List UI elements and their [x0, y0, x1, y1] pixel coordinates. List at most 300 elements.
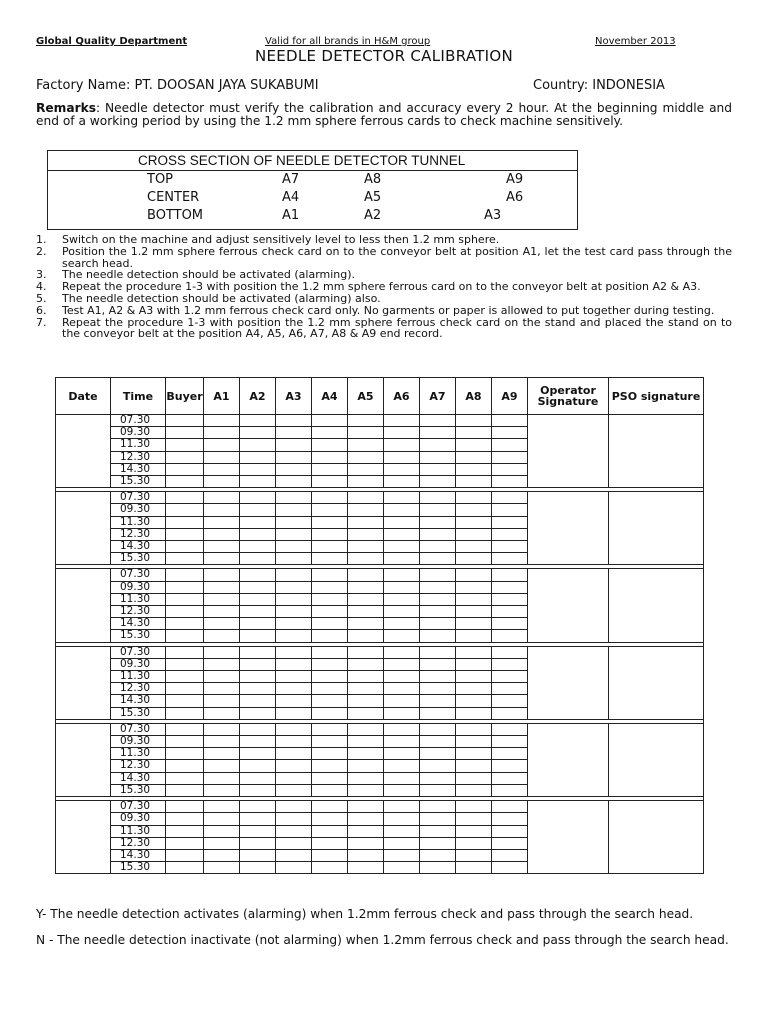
a9-cell[interactable] — [492, 825, 528, 837]
a4-cell[interactable] — [312, 707, 348, 719]
a3-cell[interactable] — [276, 849, 312, 861]
a6-cell[interactable] — [384, 439, 420, 451]
a1-cell[interactable] — [204, 784, 240, 796]
a2-cell[interactable] — [240, 606, 276, 618]
a9-cell[interactable] — [492, 849, 528, 861]
a6-cell[interactable] — [384, 837, 420, 849]
a3-cell[interactable] — [276, 415, 312, 427]
a8-cell[interactable] — [456, 569, 492, 581]
a5-cell[interactable] — [348, 707, 384, 719]
a3-cell[interactable] — [276, 581, 312, 593]
a3-cell[interactable] — [276, 671, 312, 683]
a1-cell[interactable] — [204, 541, 240, 553]
buyer-cell[interactable] — [166, 541, 204, 553]
a4-cell[interactable] — [312, 671, 348, 683]
a7-cell[interactable] — [420, 439, 456, 451]
buyer-cell[interactable] — [166, 760, 204, 772]
a2-cell[interactable] — [240, 658, 276, 670]
a4-cell[interactable] — [312, 528, 348, 540]
a2-cell[interactable] — [240, 427, 276, 439]
a4-cell[interactable] — [312, 618, 348, 630]
a9-cell[interactable] — [492, 683, 528, 695]
a5-cell[interactable] — [348, 683, 384, 695]
a4-cell[interactable] — [312, 837, 348, 849]
buyer-cell[interactable] — [166, 658, 204, 670]
a6-cell[interactable] — [384, 760, 420, 772]
a8-cell[interactable] — [456, 736, 492, 748]
a9-cell[interactable] — [492, 415, 528, 427]
a2-cell[interactable] — [240, 569, 276, 581]
a1-cell[interactable] — [204, 553, 240, 565]
a1-cell[interactable] — [204, 707, 240, 719]
a7-cell[interactable] — [420, 618, 456, 630]
a1-cell[interactable] — [204, 760, 240, 772]
a5-cell[interactable] — [348, 463, 384, 475]
a5-cell[interactable] — [348, 801, 384, 813]
a7-cell[interactable] — [420, 451, 456, 463]
a4-cell[interactable] — [312, 748, 348, 760]
a7-cell[interactable] — [420, 553, 456, 565]
buyer-cell[interactable] — [166, 736, 204, 748]
a3-cell[interactable] — [276, 784, 312, 796]
a7-cell[interactable] — [420, 849, 456, 861]
a1-cell[interactable] — [204, 736, 240, 748]
a8-cell[interactable] — [456, 671, 492, 683]
a3-cell[interactable] — [276, 528, 312, 540]
a4-cell[interactable] — [312, 630, 348, 642]
a8-cell[interactable] — [456, 801, 492, 813]
a9-cell[interactable] — [492, 492, 528, 504]
a8-cell[interactable] — [456, 439, 492, 451]
a5-cell[interactable] — [348, 825, 384, 837]
a6-cell[interactable] — [384, 463, 420, 475]
a9-cell[interactable] — [492, 658, 528, 670]
a3-cell[interactable] — [276, 707, 312, 719]
a9-cell[interactable] — [492, 646, 528, 658]
a7-cell[interactable] — [420, 862, 456, 874]
a4-cell[interactable] — [312, 658, 348, 670]
a7-cell[interactable] — [420, 593, 456, 605]
a6-cell[interactable] — [384, 784, 420, 796]
a5-cell[interactable] — [348, 492, 384, 504]
a1-cell[interactable] — [204, 630, 240, 642]
a1-cell[interactable] — [204, 748, 240, 760]
a5-cell[interactable] — [348, 671, 384, 683]
pso-signature-cell[interactable] — [609, 723, 704, 796]
a2-cell[interactable] — [240, 760, 276, 772]
a6-cell[interactable] — [384, 813, 420, 825]
a6-cell[interactable] — [384, 492, 420, 504]
a8-cell[interactable] — [456, 451, 492, 463]
a9-cell[interactable] — [492, 723, 528, 735]
a5-cell[interactable] — [348, 784, 384, 796]
a6-cell[interactable] — [384, 695, 420, 707]
a1-cell[interactable] — [204, 825, 240, 837]
a5-cell[interactable] — [348, 723, 384, 735]
a5-cell[interactable] — [348, 646, 384, 658]
a5-cell[interactable] — [348, 630, 384, 642]
buyer-cell[interactable] — [166, 723, 204, 735]
a4-cell[interactable] — [312, 723, 348, 735]
a5-cell[interactable] — [348, 476, 384, 488]
a4-cell[interactable] — [312, 427, 348, 439]
a4-cell[interactable] — [312, 451, 348, 463]
a7-cell[interactable] — [420, 646, 456, 658]
a9-cell[interactable] — [492, 837, 528, 849]
a5-cell[interactable] — [348, 849, 384, 861]
a9-cell[interactable] — [492, 618, 528, 630]
a8-cell[interactable] — [456, 415, 492, 427]
a1-cell[interactable] — [204, 415, 240, 427]
a9-cell[interactable] — [492, 427, 528, 439]
a3-cell[interactable] — [276, 825, 312, 837]
a4-cell[interactable] — [312, 801, 348, 813]
a6-cell[interactable] — [384, 707, 420, 719]
a7-cell[interactable] — [420, 695, 456, 707]
a7-cell[interactable] — [420, 415, 456, 427]
a7-cell[interactable] — [420, 707, 456, 719]
a2-cell[interactable] — [240, 736, 276, 748]
a6-cell[interactable] — [384, 618, 420, 630]
a4-cell[interactable] — [312, 415, 348, 427]
a3-cell[interactable] — [276, 723, 312, 735]
a5-cell[interactable] — [348, 606, 384, 618]
buyer-cell[interactable] — [166, 606, 204, 618]
a4-cell[interactable] — [312, 646, 348, 658]
a8-cell[interactable] — [456, 813, 492, 825]
a8-cell[interactable] — [456, 630, 492, 642]
a5-cell[interactable] — [348, 813, 384, 825]
a2-cell[interactable] — [240, 541, 276, 553]
a1-cell[interactable] — [204, 683, 240, 695]
a7-cell[interactable] — [420, 748, 456, 760]
a2-cell[interactable] — [240, 439, 276, 451]
a2-cell[interactable] — [240, 862, 276, 874]
a5-cell[interactable] — [348, 451, 384, 463]
a7-cell[interactable] — [420, 630, 456, 642]
a9-cell[interactable] — [492, 593, 528, 605]
a3-cell[interactable] — [276, 736, 312, 748]
a7-cell[interactable] — [420, 606, 456, 618]
a9-cell[interactable] — [492, 606, 528, 618]
a9-cell[interactable] — [492, 801, 528, 813]
a1-cell[interactable] — [204, 581, 240, 593]
a2-cell[interactable] — [240, 618, 276, 630]
a9-cell[interactable] — [492, 463, 528, 475]
a9-cell[interactable] — [492, 504, 528, 516]
buyer-cell[interactable] — [166, 801, 204, 813]
a2-cell[interactable] — [240, 801, 276, 813]
a1-cell[interactable] — [204, 463, 240, 475]
buyer-cell[interactable] — [166, 504, 204, 516]
a5-cell[interactable] — [348, 516, 384, 528]
a5-cell[interactable] — [348, 862, 384, 874]
a2-cell[interactable] — [240, 772, 276, 784]
a6-cell[interactable] — [384, 772, 420, 784]
a5-cell[interactable] — [348, 528, 384, 540]
a2-cell[interactable] — [240, 415, 276, 427]
a9-cell[interactable] — [492, 695, 528, 707]
a9-cell[interactable] — [492, 748, 528, 760]
a2-cell[interactable] — [240, 707, 276, 719]
a3-cell[interactable] — [276, 695, 312, 707]
a7-cell[interactable] — [420, 723, 456, 735]
a4-cell[interactable] — [312, 825, 348, 837]
a4-cell[interactable] — [312, 849, 348, 861]
a2-cell[interactable] — [240, 695, 276, 707]
a2-cell[interactable] — [240, 748, 276, 760]
a1-cell[interactable] — [204, 813, 240, 825]
buyer-cell[interactable] — [166, 671, 204, 683]
a3-cell[interactable] — [276, 760, 312, 772]
a5-cell[interactable] — [348, 736, 384, 748]
a9-cell[interactable] — [492, 784, 528, 796]
a3-cell[interactable] — [276, 606, 312, 618]
a7-cell[interactable] — [420, 772, 456, 784]
a3-cell[interactable] — [276, 427, 312, 439]
a4-cell[interactable] — [312, 516, 348, 528]
a8-cell[interactable] — [456, 427, 492, 439]
date-cell[interactable] — [56, 492, 111, 565]
a8-cell[interactable] — [456, 784, 492, 796]
a2-cell[interactable] — [240, 553, 276, 565]
a4-cell[interactable] — [312, 772, 348, 784]
a5-cell[interactable] — [348, 569, 384, 581]
a8-cell[interactable] — [456, 553, 492, 565]
a7-cell[interactable] — [420, 516, 456, 528]
a2-cell[interactable] — [240, 837, 276, 849]
a8-cell[interactable] — [456, 541, 492, 553]
a1-cell[interactable] — [204, 439, 240, 451]
a2-cell[interactable] — [240, 476, 276, 488]
a6-cell[interactable] — [384, 630, 420, 642]
a8-cell[interactable] — [456, 695, 492, 707]
a3-cell[interactable] — [276, 516, 312, 528]
a6-cell[interactable] — [384, 581, 420, 593]
a9-cell[interactable] — [492, 476, 528, 488]
a6-cell[interactable] — [384, 683, 420, 695]
a2-cell[interactable] — [240, 683, 276, 695]
a6-cell[interactable] — [384, 825, 420, 837]
a6-cell[interactable] — [384, 476, 420, 488]
a3-cell[interactable] — [276, 646, 312, 658]
buyer-cell[interactable] — [166, 849, 204, 861]
a6-cell[interactable] — [384, 504, 420, 516]
date-cell[interactable] — [56, 569, 111, 642]
a2-cell[interactable] — [240, 516, 276, 528]
a4-cell[interactable] — [312, 504, 348, 516]
a9-cell[interactable] — [492, 553, 528, 565]
buyer-cell[interactable] — [166, 569, 204, 581]
buyer-cell[interactable] — [166, 492, 204, 504]
a6-cell[interactable] — [384, 748, 420, 760]
a4-cell[interactable] — [312, 492, 348, 504]
a1-cell[interactable] — [204, 849, 240, 861]
date-cell[interactable] — [56, 801, 111, 874]
buyer-cell[interactable] — [166, 695, 204, 707]
a6-cell[interactable] — [384, 723, 420, 735]
a8-cell[interactable] — [456, 646, 492, 658]
a9-cell[interactable] — [492, 772, 528, 784]
a5-cell[interactable] — [348, 504, 384, 516]
a7-cell[interactable] — [420, 541, 456, 553]
a8-cell[interactable] — [456, 618, 492, 630]
a7-cell[interactable] — [420, 760, 456, 772]
a3-cell[interactable] — [276, 683, 312, 695]
a7-cell[interactable] — [420, 463, 456, 475]
a1-cell[interactable] — [204, 646, 240, 658]
a4-cell[interactable] — [312, 581, 348, 593]
a4-cell[interactable] — [312, 606, 348, 618]
a7-cell[interactable] — [420, 504, 456, 516]
a1-cell[interactable] — [204, 695, 240, 707]
a4-cell[interactable] — [312, 541, 348, 553]
a2-cell[interactable] — [240, 528, 276, 540]
a5-cell[interactable] — [348, 695, 384, 707]
a6-cell[interactable] — [384, 606, 420, 618]
buyer-cell[interactable] — [166, 825, 204, 837]
buyer-cell[interactable] — [166, 463, 204, 475]
buyer-cell[interactable] — [166, 439, 204, 451]
a2-cell[interactable] — [240, 581, 276, 593]
buyer-cell[interactable] — [166, 784, 204, 796]
a8-cell[interactable] — [456, 516, 492, 528]
a8-cell[interactable] — [456, 463, 492, 475]
a8-cell[interactable] — [456, 862, 492, 874]
a2-cell[interactable] — [240, 463, 276, 475]
a1-cell[interactable] — [204, 837, 240, 849]
buyer-cell[interactable] — [166, 618, 204, 630]
a7-cell[interactable] — [420, 801, 456, 813]
operator-signature-cell[interactable] — [528, 646, 609, 719]
a5-cell[interactable] — [348, 553, 384, 565]
a9-cell[interactable] — [492, 630, 528, 642]
a7-cell[interactable] — [420, 658, 456, 670]
buyer-cell[interactable] — [166, 476, 204, 488]
a6-cell[interactable] — [384, 427, 420, 439]
a7-cell[interactable] — [420, 569, 456, 581]
a3-cell[interactable] — [276, 801, 312, 813]
buyer-cell[interactable] — [166, 837, 204, 849]
a9-cell[interactable] — [492, 862, 528, 874]
a8-cell[interactable] — [456, 606, 492, 618]
a7-cell[interactable] — [420, 825, 456, 837]
a3-cell[interactable] — [276, 439, 312, 451]
buyer-cell[interactable] — [166, 772, 204, 784]
a3-cell[interactable] — [276, 658, 312, 670]
a6-cell[interactable] — [384, 671, 420, 683]
a8-cell[interactable] — [456, 707, 492, 719]
a8-cell[interactable] — [456, 849, 492, 861]
a2-cell[interactable] — [240, 492, 276, 504]
a3-cell[interactable] — [276, 463, 312, 475]
a4-cell[interactable] — [312, 784, 348, 796]
pso-signature-cell[interactable] — [609, 569, 704, 642]
a2-cell[interactable] — [240, 825, 276, 837]
operator-signature-cell[interactable] — [528, 415, 609, 488]
a8-cell[interactable] — [456, 504, 492, 516]
a5-cell[interactable] — [348, 415, 384, 427]
a8-cell[interactable] — [456, 658, 492, 670]
a9-cell[interactable] — [492, 581, 528, 593]
a1-cell[interactable] — [204, 801, 240, 813]
a9-cell[interactable] — [492, 707, 528, 719]
a3-cell[interactable] — [276, 504, 312, 516]
a7-cell[interactable] — [420, 683, 456, 695]
a8-cell[interactable] — [456, 581, 492, 593]
a2-cell[interactable] — [240, 646, 276, 658]
a1-cell[interactable] — [204, 618, 240, 630]
a2-cell[interactable] — [240, 784, 276, 796]
a6-cell[interactable] — [384, 849, 420, 861]
a1-cell[interactable] — [204, 427, 240, 439]
operator-signature-cell[interactable] — [528, 492, 609, 565]
a4-cell[interactable] — [312, 593, 348, 605]
a5-cell[interactable] — [348, 618, 384, 630]
a7-cell[interactable] — [420, 671, 456, 683]
a3-cell[interactable] — [276, 630, 312, 642]
a1-cell[interactable] — [204, 772, 240, 784]
a4-cell[interactable] — [312, 439, 348, 451]
a3-cell[interactable] — [276, 772, 312, 784]
a2-cell[interactable] — [240, 593, 276, 605]
a5-cell[interactable] — [348, 593, 384, 605]
a8-cell[interactable] — [456, 683, 492, 695]
a4-cell[interactable] — [312, 463, 348, 475]
a5-cell[interactable] — [348, 541, 384, 553]
a8-cell[interactable] — [456, 723, 492, 735]
a8-cell[interactable] — [456, 760, 492, 772]
a7-cell[interactable] — [420, 837, 456, 849]
a1-cell[interactable] — [204, 504, 240, 516]
buyer-cell[interactable] — [166, 646, 204, 658]
a1-cell[interactable] — [204, 671, 240, 683]
operator-signature-cell[interactable] — [528, 569, 609, 642]
a9-cell[interactable] — [492, 528, 528, 540]
buyer-cell[interactable] — [166, 813, 204, 825]
a9-cell[interactable] — [492, 439, 528, 451]
a5-cell[interactable] — [348, 427, 384, 439]
a1-cell[interactable] — [204, 516, 240, 528]
pso-signature-cell[interactable] — [609, 492, 704, 565]
buyer-cell[interactable] — [166, 630, 204, 642]
a1-cell[interactable] — [204, 723, 240, 735]
a6-cell[interactable] — [384, 658, 420, 670]
a9-cell[interactable] — [492, 569, 528, 581]
a7-cell[interactable] — [420, 784, 456, 796]
a6-cell[interactable] — [384, 553, 420, 565]
a5-cell[interactable] — [348, 760, 384, 772]
buyer-cell[interactable] — [166, 581, 204, 593]
a2-cell[interactable] — [240, 630, 276, 642]
buyer-cell[interactable] — [166, 862, 204, 874]
a4-cell[interactable] — [312, 695, 348, 707]
a8-cell[interactable] — [456, 593, 492, 605]
a4-cell[interactable] — [312, 813, 348, 825]
a2-cell[interactable] — [240, 813, 276, 825]
a9-cell[interactable] — [492, 760, 528, 772]
date-cell[interactable] — [56, 723, 111, 796]
pso-signature-cell[interactable] — [609, 646, 704, 719]
buyer-cell[interactable] — [166, 528, 204, 540]
a6-cell[interactable] — [384, 541, 420, 553]
a6-cell[interactable] — [384, 415, 420, 427]
a6-cell[interactable] — [384, 593, 420, 605]
date-cell[interactable] — [56, 415, 111, 488]
buyer-cell[interactable] — [166, 707, 204, 719]
buyer-cell[interactable] — [166, 415, 204, 427]
date-cell[interactable] — [56, 646, 111, 719]
